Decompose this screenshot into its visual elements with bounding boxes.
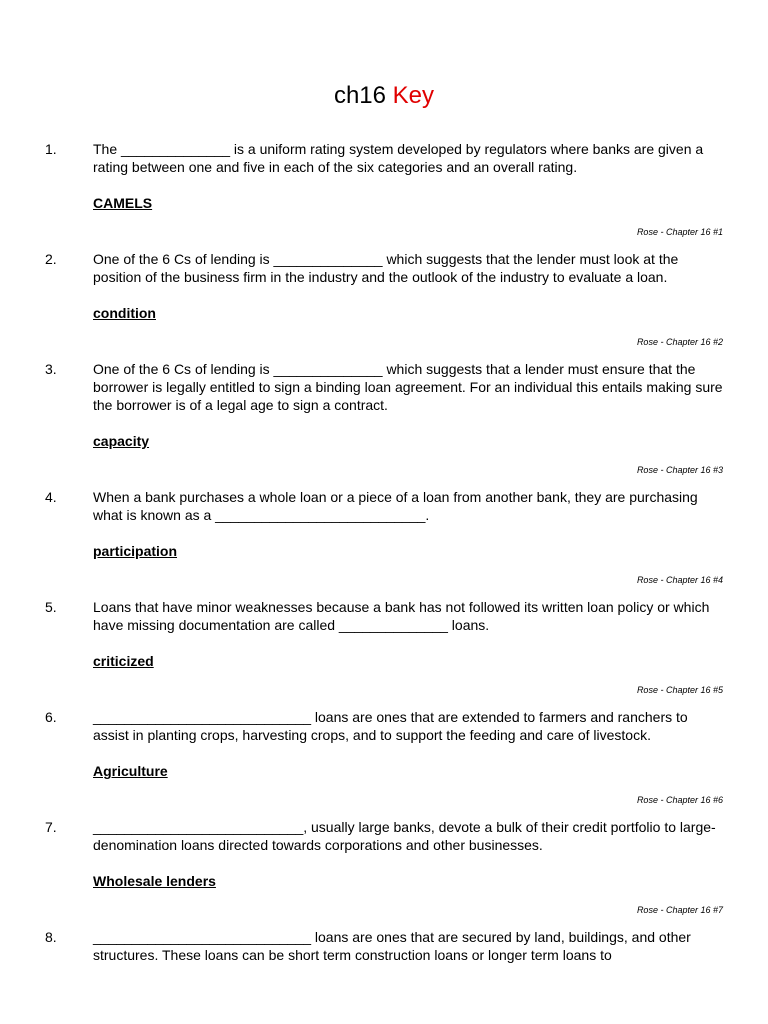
question-number: 8.	[45, 929, 57, 945]
question-text: One of the 6 Cs of lending is ______________ which suggests that a lender must ensure that the borrower is legally entitled to sign a binding loan agreement. For an individual this entails making sure the borrower is of a legal age to sign a contract.	[93, 361, 723, 413]
question-item	[0, 598, 768, 708]
question-text: ___________________________, usually large banks, devote a bulk of their credit portfolio to large-denomination loans directed towards corporations and other businesses.	[93, 819, 716, 853]
question-item	[0, 818, 768, 928]
answer-text: capacity	[93, 433, 150, 449]
question-item	[0, 360, 768, 488]
question-number: 3.	[45, 361, 57, 377]
page-title	[0, 82, 768, 110]
question-number: 1.	[45, 141, 57, 157]
source-citation: Rose - Chapter 16 #3	[636, 465, 723, 475]
question-text: ____________________________ loans are ones that are extended to farmers and ranchers to assist in planting crops, harvesting crops, and to support the feeding and care of livestock.	[93, 709, 688, 743]
source-citation: Rose - Chapter 16 #4	[636, 575, 723, 585]
question-text: One of the 6 Cs of lending is ______________ which suggests that the lender must look at the position of the business firm in the industry and the outlook of the industry to evaluate a loan.	[93, 251, 679, 285]
answer-text: participation	[93, 543, 178, 559]
source-citation: Rose - Chapter 16 #1	[636, 227, 723, 237]
question-item	[0, 140, 768, 250]
source-citation: Rose - Chapter 16 #7	[636, 905, 723, 915]
answer-text: criticized	[93, 653, 154, 669]
question-item	[0, 250, 768, 360]
question-item	[0, 488, 768, 598]
answer-text: CAMELS	[93, 195, 153, 211]
question-text: When a bank purchases a whole loan or a piece of a loan from another bank, they are purchasing what is known as a ___________________________.	[93, 489, 698, 523]
question-number: 4.	[45, 489, 57, 505]
source-citation: Rose - Chapter 16 #5	[636, 685, 723, 695]
question-list	[0, 140, 768, 988]
answer-text: Agriculture	[93, 763, 168, 779]
answer-text: Wholesale lenders	[93, 873, 216, 889]
title-text: ch16	[333, 82, 386, 109]
answer-text: condition	[93, 305, 156, 321]
question-number: 5.	[45, 599, 57, 615]
question-text: ____________________________ loans are ones that are secured by land, buildings, and other structures. These loans can be short term construction loans or longer term loans to	[93, 929, 691, 963]
question-number: 6.	[45, 709, 57, 725]
question-number: 2.	[45, 251, 57, 267]
question-number: 7.	[45, 819, 57, 835]
title-key: Key	[392, 82, 435, 109]
question-text: The ______________ is a uniform rating system developed by regulators where banks are given a rating between one and five in each of the six categories and an overall rating.	[93, 141, 704, 175]
question-item	[0, 708, 768, 818]
source-citation: Rose - Chapter 16 #2	[636, 337, 723, 347]
question-item	[0, 928, 768, 988]
question-text: Loans that have minor weaknesses because a bank has not followed its written loan policy or which have missing documentation are called ______________ loans.	[93, 599, 710, 633]
source-citation: Rose - Chapter 16 #6	[636, 795, 723, 805]
